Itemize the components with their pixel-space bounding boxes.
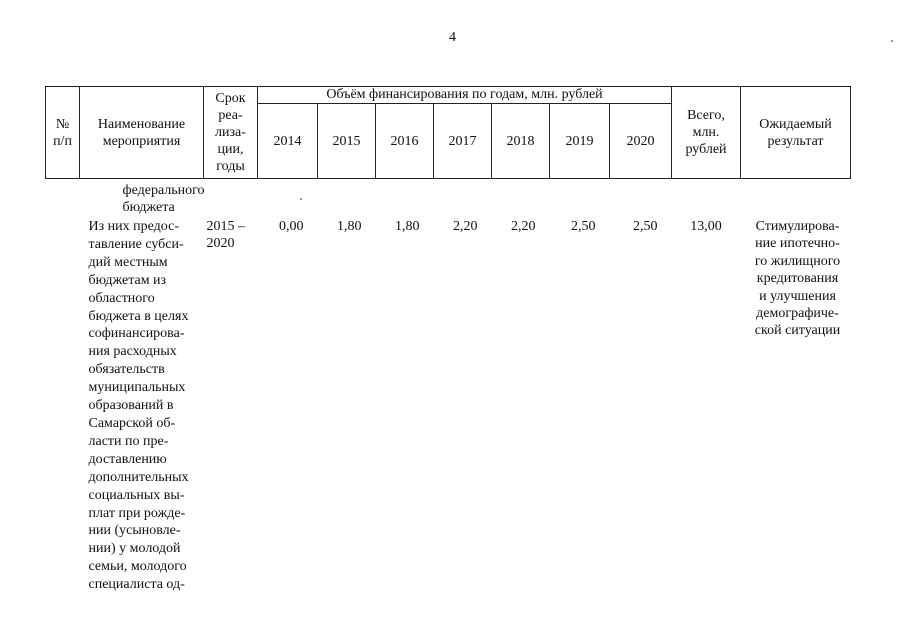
cell-value-2015: 1,80: [337, 219, 362, 234]
table-header: [46, 87, 851, 179]
cell-period: 2015 – 2020: [206, 219, 245, 251]
header-result-label: Ожидаемый результат: [759, 116, 832, 149]
cell-result: Стимулирова- ние ипотечно- го жилищного кредитования и улучшения демографиче- ской ситуации: [754, 219, 841, 339]
scan-speck: [891, 40, 893, 42]
header-year: 2018: [492, 104, 550, 179]
header-year: 2019: [550, 104, 610, 179]
cell-value-2019: 2,50: [571, 219, 596, 234]
header-result: [741, 87, 851, 179]
header-funding-label: Объём финансирования по годам, млн. рублей: [326, 87, 603, 102]
cell-empty: [258, 179, 851, 217]
table-row: [46, 216, 851, 594]
header-year: 2020: [610, 104, 672, 179]
header-period: [204, 87, 258, 179]
page-number: 4: [449, 30, 456, 45]
funding-table: [45, 86, 851, 594]
header-funding-group: [258, 87, 672, 104]
header-year: 2015: [318, 104, 376, 179]
header-name: [80, 87, 204, 179]
header-name-label: Наименование мероприятия: [97, 116, 186, 149]
table-row-continuation: [46, 179, 851, 217]
cell-value-2014: 0,00: [279, 219, 304, 234]
cell-value-2016: 1,80: [395, 219, 420, 234]
cell-num: [46, 179, 80, 217]
cell-value-2018: 2,20: [511, 219, 536, 234]
header-year: 2016: [376, 104, 434, 179]
cell-value-2020: 2,50: [633, 219, 658, 234]
cell-value-2017: 2,20: [453, 219, 478, 234]
cell-name: Из них предос- тавление субси- дий местным бюджетам из областного бюджета в целях софинансирова- ния расходных обязательств муниципальных образований в Самарской об- ласти по пре- доставлению дополнительных социальных вы- плат при рожде- нии (усыновле- нии) у молодой семьи, молодого специалиста од-: [88, 219, 189, 593]
header-period-label: Срок реа- лиза- ции, годы: [215, 91, 246, 174]
header-total: [672, 87, 741, 179]
header-num-label: № п/п: [53, 116, 72, 149]
continuation-text: федерального бюджета: [122, 183, 205, 215]
cell-total: 13,00: [690, 219, 722, 234]
header-year: 2014: [258, 104, 318, 179]
cell-name-continuation: [80, 179, 258, 217]
header-num: [46, 87, 80, 179]
header-year: 2017: [434, 104, 492, 179]
header-total-label: Всего, млн. рублей: [685, 108, 727, 157]
